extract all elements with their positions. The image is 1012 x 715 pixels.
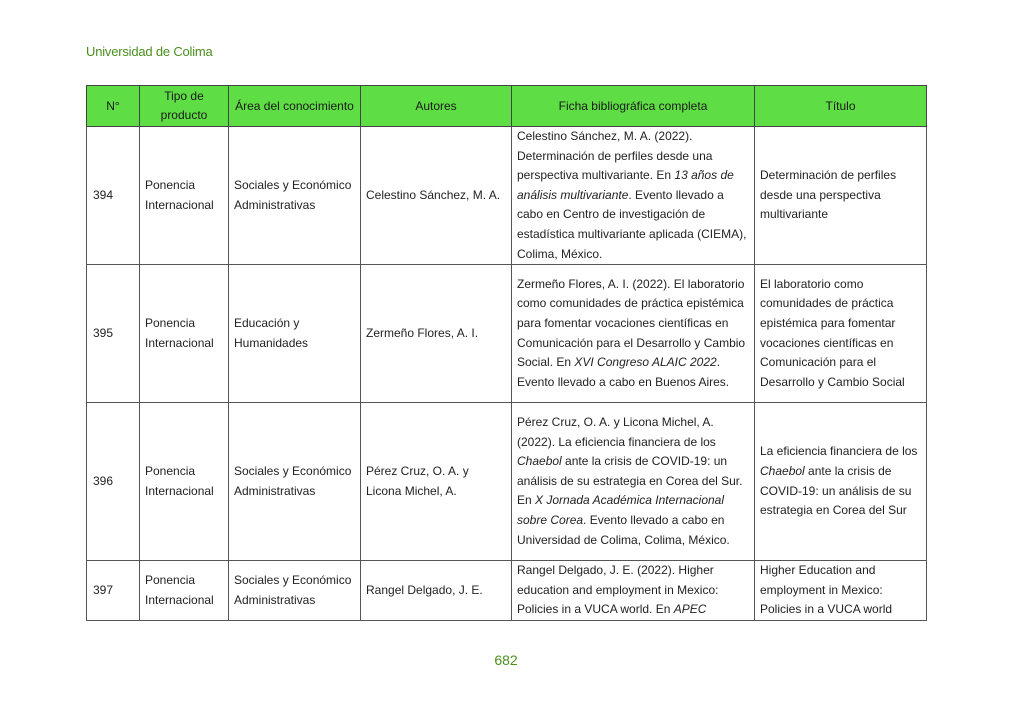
authors: Rangel Delgado, J. E.: [361, 561, 512, 621]
work-title: Higher Education and employment in Mexico: Policies in a VUCA world: [755, 561, 927, 621]
row-number: 396: [87, 403, 140, 561]
page-number: 682: [494, 652, 518, 668]
citation: [512, 403, 755, 561]
knowledge-area: Sociales y Económico Administrativas: [229, 127, 361, 265]
institution-header: Universidad de Colima: [86, 44, 213, 59]
citation-text-end: . Evento llevado a cabo en Centro de investigación de estadística multivariante aplicada (CIEMA), Colima, México.: [517, 187, 747, 261]
citation-event-italic: APEC: [673, 602, 707, 617]
column-header-title: Título: [755, 86, 927, 127]
title-term-italic: Chaebol: [760, 464, 805, 479]
citation-text-middle: ante la crisis de COVID-19: un análisis de su estrategia en Corea del Sur. En: [517, 454, 743, 508]
title-text: La eficiencia financiera de los: [760, 444, 918, 459]
work-title: Determinación de perfiles desde una perspectiva multivariante: [755, 127, 927, 265]
product-type: Ponencia Internacional: [140, 265, 229, 403]
work-title: [755, 403, 927, 561]
product-type: Ponencia Internacional: [140, 403, 229, 561]
row-number: 395: [87, 265, 140, 403]
table-header-row: [87, 86, 927, 127]
product-type: Ponencia Internacional: [140, 127, 229, 265]
citation-event-italic: X Jornada Académica Internacional sobre Corea: [517, 493, 725, 528]
citation: [512, 265, 755, 403]
column-header-authors: Autores: [361, 86, 512, 127]
table-row: [87, 265, 927, 403]
citation-text-end: . Evento llevado a cabo en Universidad de Colima, Colima, México.: [517, 513, 730, 547]
citation: [512, 127, 755, 265]
citation-event-italic: XVI Congreso ALAIC 2022: [574, 355, 717, 370]
authors: Zermeño Flores, A. I.: [361, 265, 512, 403]
table-row: [87, 127, 927, 265]
citation-text: Rangel Delgado, J. E. (2022). Higher education and employment in Mexico: Policies in a VUCA world. En: [517, 563, 719, 617]
table-row: [87, 403, 927, 561]
citation: [512, 561, 755, 621]
column-header-knowledge-area: Área del conocimiento: [229, 86, 361, 127]
citation-text: Celestino Sánchez, M. A. (2022). Determinación de perfiles desde una perspectiva multivariante. En: [517, 129, 713, 183]
title-text-end: ante la crisis de COVID-19: un análisis de su estrategia en Corea del Sur: [760, 464, 912, 518]
citation-text: Zermeño Flores, A. I. (2022). El laboratorio como comunidades de práctica epistémica para fomentar vocaciones científicas en Comunicación para el Desarrollo y Cambio Social. En: [517, 276, 746, 370]
citation-event-italic: 13 años de análisis multivariante: [517, 168, 734, 202]
column-header-number: N°: [87, 86, 140, 127]
row-number: 394: [87, 127, 140, 265]
citation-term-italic: Chaebol: [517, 454, 562, 469]
knowledge-area: Educación y Humanidades: [229, 265, 361, 403]
row-number: 397: [87, 561, 140, 621]
column-header-citation: Ficha bibliográfica completa: [512, 86, 755, 127]
authors: Celestino Sánchez, M. A.: [361, 127, 512, 265]
product-type: Ponencia Internacional: [140, 561, 229, 621]
work-title: El laboratorio como comunidades de práctica epistémica para fomentar vocaciones científicas en Comunicación para el Desarrollo y Cambio Social: [755, 265, 927, 403]
authors: Pérez Cruz, O. A. y Licona Michel, A.: [361, 403, 512, 561]
knowledge-area: Sociales y Económico Administrativas: [229, 561, 361, 621]
citation-text-end: . Evento llevado a cabo en Buenos Aires.: [517, 355, 730, 389]
citation-text: Pérez Cruz, O. A. y Licona Michel, A. (2022). La eficiencia financiera de los: [517, 415, 716, 449]
bibliography-table: [86, 85, 927, 621]
column-header-product-type: Tipo de producto: [140, 86, 229, 127]
table-row: [87, 561, 927, 621]
knowledge-area: Sociales y Económico Administrativas: [229, 403, 361, 561]
